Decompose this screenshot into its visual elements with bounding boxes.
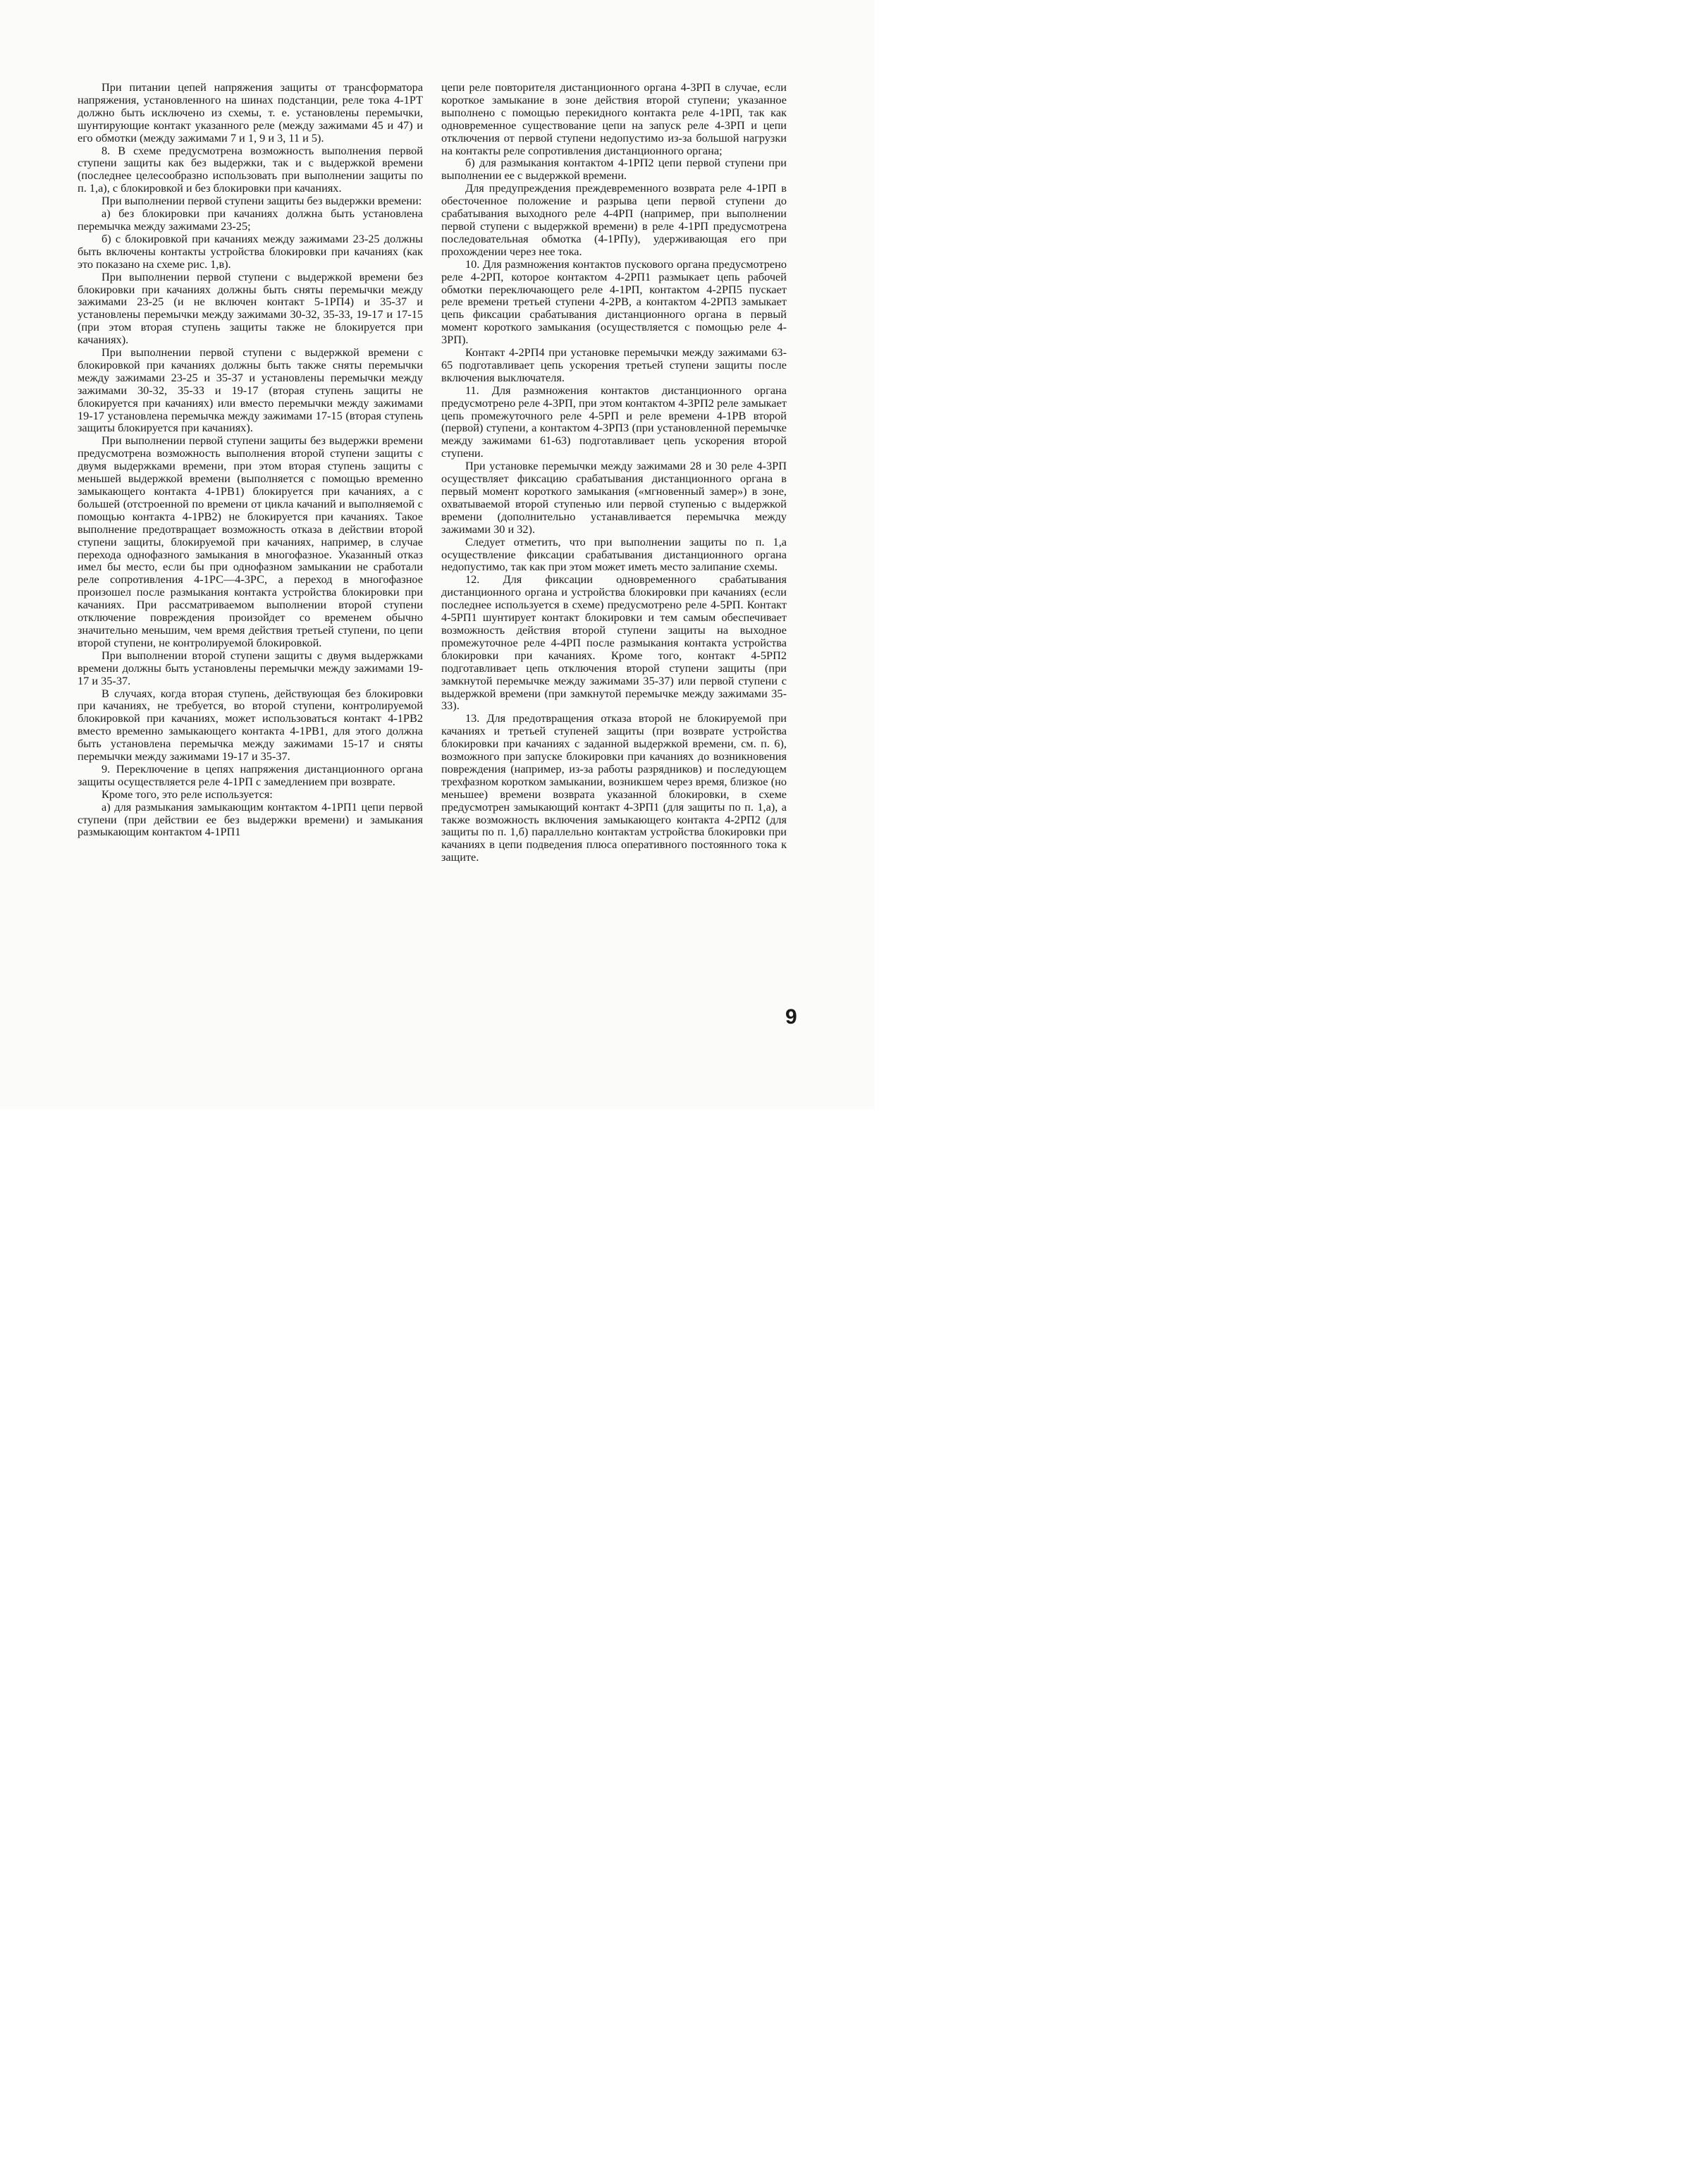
right-column xyxy=(441,81,787,864)
paragraph: 8. В схеме предусмотрена возможность выполнения первой ступени защиты как без выдержки, так и с выдержкой времени (последнее целесообразно использовать при выполнении защиты по п. 1,а), с блокировкой и без блокировки при качаниях. xyxy=(78,143,423,195)
paragraph: Для предупреждения преждевременного возврата реле 4-1РП в обесточенное положение и разрыва цепи первой ступени до срабатывания выходного реле 4-4РП (например, при выполнении первой ступени с выдержкой времени) в реле 4-1РП предусмотрена последовательная обмотка (4-1РПу), удерживающая его при прохождении через нее тока. xyxy=(441,181,787,258)
paragraph: Следует отметить, что при выполнении защиты по п. 1,а осуществление фиксации срабатывания дистанционного органа недопустимо, так как при этом может иметь место залипание схемы. xyxy=(441,534,787,574)
paragraph: 9. Переключение в цепях напряжения дистанционного органа защиты осуществляется реле 4-1РП с замедлением при возврате. xyxy=(78,761,423,788)
paragraph: При выполнении второй ступени защиты с двумя выдержками времени должны быть установлены перемычки между зажимами 19-17 и 35-37. xyxy=(78,648,423,687)
paragraph: 13. Для предотвращения отказа второй не блокируемой при качаниях и третьей ступеней защиты (при возврате устройства блокировки при качаниях с заданной выдержкой времени, см. п. 6), возможного при запуске блокировки при качаниях до возникновения повреждения (например, из-за работы разрядников) и последующем трехфазном коротком замыкании, возникшем через время, близкое (но меньшее) времени возврата указанной блокировки, в схеме предусмотрен замыкающий контакт 4-3РП1 (для защиты по п. 1,а), а также возможность включения замыкающего контакта 4-2РП2 (для защиты по п. 1,б) параллельно контактам устройства блокировки при качаниях в цепи подведения плюса оперативного постоянного тока к защите. xyxy=(441,711,787,864)
paragraph: Контакт 4-2РП4 при установке перемычки между зажимами 63-65 подготавливает цепь ускорения третьей ступени защиты после включения выключателя. xyxy=(441,345,787,384)
paragraph: При выполнении первой ступени защиты без выдержки времени предусмотрена возможность выполнения второй ступени защиты с двумя выдержками времени, при этом вторая ступень защиты с меньшей выдержкой времени (выполняется с помощью временно замыкающего контакта 4-1РВ1) блокируется при качаниях, а с большей (отстроенной по времени от цикла качаний и выполняемой с помощью контакта 4-1РВ2) не блокируется при качаниях. Такое выполнение предотвращает возможность отказа в действии второй ступени защиты, блокируемой при качаниях, например, в случае перехода однофазного замыкания в многофазное. Указанный отказ имел бы место, если бы при однофазном замыкании не сработали реле сопротивления 4-1РС—4-3РС, а переход в многофазное произошел после размыкания контакта устройства блокировки при качаниях. При рассматриваемом выполнении второй ступени отключение повреждения произойдет со временем обычно значительно меньшим, чем время действия третьей ступени, по цепи второй ступени, не контролируемой блокировкой. xyxy=(78,434,423,649)
paragraph: При выполнении первой ступени с выдержкой времени без блокировки при качаниях должны быть сняты перемычки между зажимами 23-25 (и не включен контакт 5-1РП4) и 35-37 и установлены перемычки между зажимами 30-32, 35-33, 19-17 и 17-15 (при этом вторая ступень защиты также не блокируется при качаниях). xyxy=(78,269,423,347)
paragraph: При выполнении первой ступени защиты без выдержки времени: xyxy=(102,194,422,208)
paragraph: б) для размыкания контактом 4-1РП2 цепи первой ступени при выполнении ее с выдержкой времени. xyxy=(441,156,787,183)
paragraph: 11. Для размножения контактов дистанционного органа предусмотрено реле 4-3РП, при этом контактом 4-3РП2 реле замыкает цепь промежуточного реле 4-5РП и реле времени 4-1РВ второй (первой) ступени, а контактом 4-3РП3 (при установленной перемычке между зажимами 61-63) подготавливает цепь ускорения второй ступени. xyxy=(441,383,787,460)
paragraph: а) без блокировки при качаниях должна быть установлена перемычка между зажимами 23-25; xyxy=(78,207,423,233)
paragraph: При установке перемычки между зажимами 28 и 30 реле 4-3РП осуществляет фиксацию срабатывания дистанционного органа в первый момент короткого замыкания («мгновенный замер») в зоне, охватываемой второй ступенью или первой ступенью с выдержкой времени (дополнительно устанавливается перемычка между зажимами 30 и 32). xyxy=(441,459,787,536)
paragraph: Кроме того, это реле используется: xyxy=(102,787,273,801)
paragraph: 10. Для размножения контактов пускового органа предусмотрено реле 4-2РП, которое контактом 4-2РП1 размыкает цепь рабочей обмотки переключающего реле 4-1РП, контактом 4-2РП5 пускает реле времени третьей ступени 4-2РВ, а контактом 4-2РП3 замыкает цепь фиксации срабатывания дистанционного органа в первый момент короткого замыкания (осуществляется с помощью реле 4-3РП). xyxy=(441,257,787,347)
left-column xyxy=(78,81,423,838)
paragraph: а) для размыкания замыкающим контактом 4-1РП1 цепи первой ступени (при действии ее без выдержки времени) и замыкания размыкающим контактом 4-1РП1 xyxy=(78,799,423,839)
paragraph-continued: цепи реле повторителя дистанционного органа 4-3РП в случае, если короткое замыкание в зоне действия второй ступени; указанное выполнено с помощью перекидного контакта реле 4-1РП, так как одновременное существование цепи на запуск реле 4-3РП и цепи отключения от первой ступени недопустимо из-за большой нагрузки на контакты реле сопротивления дистанционного органа; xyxy=(441,80,787,157)
paragraph: В случаях, когда вторая ступень, действующая без блокировки при качаниях, не требуется, во второй ступени, контролируемой блокировкой при качаниях, может использоваться контакт 4-1РВ2 вместо временно замыкающего контакта 4-1РВ1, для этого должна быть установлена перемычка между зажимами 15-17 и сняты перемычки между зажимами 19-17 и 35-37. xyxy=(78,686,423,763)
paragraph: При питании цепей напряжения защиты от трансформатора напряжения, установленного на шинах подстанции, реле тока 4-1РТ должно быть исключено из схемы, т. е. установлены перемычки, шунтирующие контакт указанного реле (между зажимами 45 и 47) и его обмотки (между зажимами 7 и 1, 9 и 3, 11 и 5). xyxy=(78,80,423,145)
paragraph: При выполнении первой ступени с выдержкой времени с блокировкой при качаниях должны быть также сняты перемычки между зажимами 23-25 и 35-37 и установлены перемычки между зажимами 30-32, 35-33 и 19-17 (вторая ступень защиты не блокируется при качаниях) или вместо перемычки между зажимами 19-17 установлена перемычка между зажимами 17-15 (вторая ступень защиты блокируется при качаниях). xyxy=(78,345,423,435)
document-page xyxy=(0,0,875,1109)
paragraph: 12. Для фиксации одновременного срабатывания дистанционного органа и устройства блокировки при качаниях (если последнее используется в схеме) предусмотрено реле 4-5РП. Контакт 4-5РП1 шунтирует контакт блокировки и тем самым обеспечивает возможность действия второй ступени защиты на выходное промежуточное реле 4-4РП после размыкания контакта устройства блокировки при качаниях. Кроме того, контакт 4-5РП2 подготавливает цепь отключения второй ступени защиты (при замкнутой перемычке между зажимами 35-37) или первой ступени с выдержкой времени (при замкнутой перемычке между зажимами 35-33). xyxy=(441,572,787,713)
page-number: 9 xyxy=(785,1005,797,1029)
paragraph: б) с блокировкой при качаниях между зажимами 23-25 должны быть включены контакты устройства блокировки при качаниях (как это показано на схеме рис. 1,в). xyxy=(78,231,423,271)
